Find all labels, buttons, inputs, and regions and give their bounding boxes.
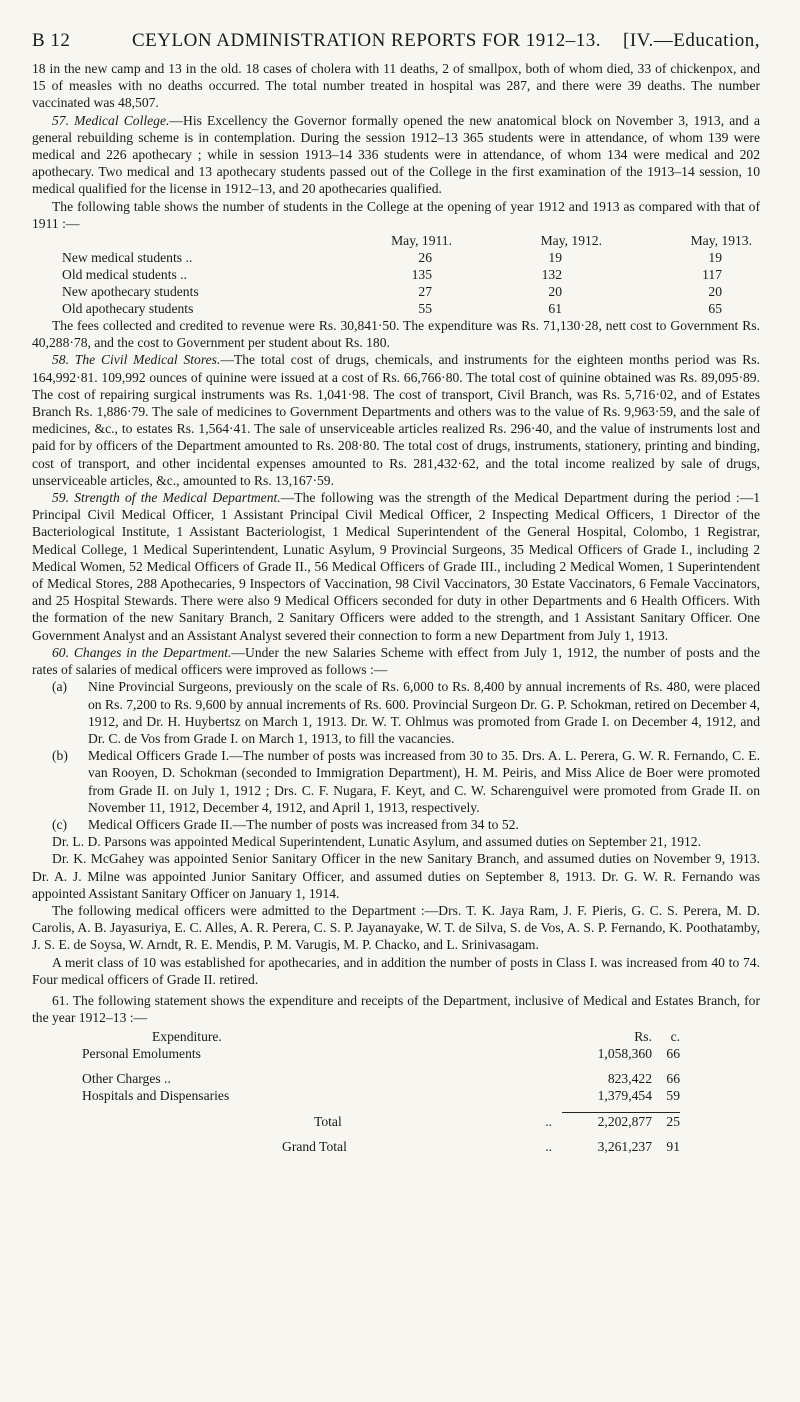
total-label: Total bbox=[314, 1113, 342, 1129]
amount-rs: 1,058,360 bbox=[597, 1046, 652, 1062]
subitem-text: Nine Provincial Surgeons, previously on the scale of Rs. 6,000 to Rs. 8,400 by annual increments of Rs. 480, were placed on Rs. 7,200 to Rs. 9,600 by annual increments of Rs. 600. Provincial Surgeon Dr. G. P. Schokman, retired on December 4, 1912, and Dr. H. Huybertsz on March 1, 1913. Dr. W. T. Ohlmus was promoted from Grade I. on December 4, 1912, and Dr. C. de Vos from Grade I. on March 1, 1913, to fill the vacancies. bbox=[88, 679, 760, 746]
amount-rs: 1,379,454 bbox=[597, 1088, 652, 1104]
mcgahey-paragraph: Dr. K. McGahey was appointed Senior Sanitary Officer in the new Sanitary Branch, and assumed duties on November 9, 1913. Dr. A. J. Milne was appointed Junior Sanitary Officer, and assumed duties on September 8, 1913. Dr. G. W. R. Fernando was appointed Assistant Sanitary Officer on January 1, 1914. bbox=[32, 851, 760, 901]
section-label: [IV.—Education, bbox=[623, 30, 760, 51]
merit-class-paragraph: A merit class of 10 was established for apothecaries, and in addition the number of posts in Class I. was increased from 40 to 74. Four medical officers of Grade II. retired. bbox=[32, 954, 760, 987]
grand-total-label: Grand Total bbox=[282, 1138, 347, 1154]
row-label: Personal Emoluments bbox=[82, 1046, 201, 1062]
amount-c: 59 bbox=[666, 1088, 680, 1104]
row-label: Other Charges .. bbox=[82, 1071, 171, 1087]
paragraph-60 bbox=[32, 644, 760, 678]
admitted-paragraph: The following medical officers were admitted to the Department :—Drs. T. K. Jaya Ram, J. F. Pieris, G. C. S. Perera, M. D. Carolis, A. B. Jayasuriya, E. C. Alles, A. R. Perera, C. S. P. Jayanayake, W. T. de Silva, S. de Vos, A. S. P. Fernando, K. Poothatamby, J. S. E. de Soysa, W. Arndt, R. E. Mendis, P. M. Varugis, M. P. Chacko, and L. Srinivasagam. bbox=[32, 902, 760, 953]
paragraph-59 bbox=[32, 489, 760, 644]
paragraph-60-heading: 60. Changes in the Department. bbox=[52, 644, 232, 660]
subitem-text: Medical Officers Grade II.—The number of posts was increased from 34 to 52. bbox=[88, 816, 519, 832]
paragraph-61: 61. The following statement shows the expenditure and receipts of the Department, inclusive of Medical and Estates Branch, for the year 1912–13 :— bbox=[32, 992, 760, 1026]
table-cell: 132 bbox=[541, 267, 562, 283]
column-header: May, 1913. bbox=[690, 233, 752, 249]
table-cell: 20 bbox=[708, 284, 722, 300]
table-cell: 27 bbox=[418, 284, 432, 300]
paragraph-56-continued: 18 in the new camp and 13 in the old. 18 cases of cholera with 11 deaths, 2 of smallpox, both of whom died, 33 of chickenpox, and 15 of measles with no deaths occurred. The total number treated in hospital was 287, and there were 39 deaths. The number vaccinated was 48,507. bbox=[32, 61, 760, 111]
amount-rs: 823,422 bbox=[607, 1071, 652, 1087]
table-header-row bbox=[62, 232, 752, 249]
table-cell: 117 bbox=[702, 267, 722, 283]
paragraph-58-text: —The total cost of drugs, chemicals, and instruments for the eighteen months period was Rs. 164,992·81. 109,992 ounces of quinine were issued at a cost of Rs. 66,766·80. The total cost of quinine obtained was Rs. 89,095·89. The cost of repairing surgical instruments was Rs. 1,041·98. The cost of transport, Civil Branch, was Rs. 5,716·02, and of Estates Branch Rs. 1,886·79. The sale of medicines to Government Departments and others was to the value of Rs. 9,963·59, and the sale of medicines, &c., to estates Rs. 1,564·41. The sale of unserviceable articles realized Rs. 296·40, and the value of instruments lost and paid for by officers of the Department amounted to Rs. 208·80. The total cost of drugs, instruments, stationery, printing and binding, cost of transport, and other incidental expenses amounted to Rs. 281,432·62, and the total income realized by sale of drugs, unserviceable articles, &c., amounted to Rs. 13,167·59. bbox=[32, 352, 760, 488]
row-label: Old medical students .. bbox=[62, 267, 187, 283]
subitem-a bbox=[32, 678, 760, 747]
paragraph-57 bbox=[32, 112, 760, 198]
subitem-label: (c) bbox=[52, 816, 68, 832]
amount-c: 66 bbox=[666, 1071, 680, 1087]
parsons-paragraph: Dr. L. D. Parsons was appointed Medical Superintendent, Lunatic Asylum, and assumed duties on September 21, 1912. bbox=[52, 834, 701, 850]
table-row bbox=[82, 1045, 680, 1062]
table-cell: 19 bbox=[548, 250, 562, 266]
students-table-intro: The following table shows the number of students in the College at the opening of year 1912 and 1913 as compared with that of 1911 :— bbox=[32, 198, 760, 231]
table-cell: 135 bbox=[411, 267, 432, 283]
page-number: B 12 bbox=[32, 30, 71, 51]
row-label: New apothecary students bbox=[62, 284, 199, 300]
table-cell: 65 bbox=[708, 301, 722, 317]
table-row bbox=[62, 249, 752, 266]
subitem-c bbox=[32, 816, 760, 833]
grand-total-c: 91 bbox=[666, 1138, 680, 1154]
amount-c: 66 bbox=[666, 1046, 680, 1062]
cents-header: c. bbox=[670, 1029, 680, 1045]
table-row bbox=[82, 1070, 680, 1087]
table-cell: 55 bbox=[418, 301, 432, 317]
subitem-label: (b) bbox=[52, 748, 68, 764]
column-header: May, 1911. bbox=[391, 233, 452, 249]
subitem-b bbox=[32, 747, 760, 816]
table-row bbox=[62, 283, 752, 300]
grand-total-row: Grand Total .. 3,261,237 91 bbox=[82, 1138, 680, 1155]
column-header: May, 1912. bbox=[540, 233, 602, 249]
paragraph-58 bbox=[32, 351, 760, 489]
table-row bbox=[62, 300, 752, 317]
table-cell: 61 bbox=[548, 301, 562, 317]
running-title: CEYLON ADMINISTRATION REPORTS FOR 1912–13. bbox=[132, 30, 602, 51]
paragraph-59-text: —The following was the strength of the Medical Department during the period :—1 Principal Civil Medical Officer, 1 Assistant Principal Civil Medical Officer, 2 Inspecting Medical Officers, 1 Director of the Bacteriological Institute, 1 Assistant Bacteriologist, 1 Medical Superintendent of the General Hospital, Colombo, 1 Registrar, Medical College, 1 Medical Superintendent, Lunatic Asylum, 9 Provincial Surgeons, 35 Medical Officers of Grade I., including 2 Medical Women, 52 Medical Officers of Grade II., 56 Medical Officers of Grade III., including 2 Medical Women, 1 Superintendent of Medical Stores, 288 Apothecaries, 9 Inspectors of Vaccination, 98 Civil Vaccinators, 30 Estate Vaccinators, 6 Female Vaccinators, and 25 Hospital Stewards. There were also 9 Medical Officers seconded for duty in other Departments and 6 Health Officers. With the formation of the new Sanitary Branch, 2 Sanitary Officers were added to the strength, and 1 Assistant Sanitary Officer. One Government Analyst and an Assistant Analyst severed their connection to form a new Department from July 1, 1913. bbox=[32, 490, 760, 643]
row-label: New medical students .. bbox=[62, 250, 193, 266]
paragraph-58-heading: 58. The Civil Medical Stores. bbox=[52, 352, 221, 368]
currency-header: Rs. bbox=[634, 1029, 652, 1045]
total-row: Total .. 2,202,877 25 bbox=[82, 1112, 680, 1130]
row-label: Old apothecary students bbox=[62, 301, 194, 317]
table-row bbox=[82, 1087, 680, 1104]
subitem-text: Medical Officers Grade I.—The number of posts was increased from 30 to 35. Drs. A. L. Perera, G. W. R. Fernando, C. E. van Rooyen, D. Schokman (seconded to Immigration Department), H. M. Peiris, and Miss Alice de Boer were promoted from Grade II. on July 1, 1912 ; Drs. C. F. Nugara, F. Keyt, and C. W. Scharenguivel were promoted from Grade II. on November 11, 1912, December 4, 1912, and April 1, 1913, respectively. bbox=[88, 748, 760, 815]
grand-total-rs: 3,261,237 bbox=[597, 1138, 652, 1154]
paragraph-57-text: —His Excellency the Governor formally opened the new anatomical block on November 3, 1913, and a general rebuilding scheme is in contemplation. During the session 1912–13 365 students were in attendance, of whom 139 were medical and 226 apothecary ; while in session 1913–14 336 students were in attendance, of whom 134 were medical and 202 apothecary. Two medical and 13 apothecary students passed out of the College in the first examination of the 1913–14 session, 10 medical qualified for the license in 1912–13, and 20 apothecaries qualified. bbox=[32, 112, 760, 197]
expenditure-table bbox=[82, 1028, 680, 1155]
total-rs: 2,202,877 bbox=[562, 1112, 652, 1130]
total-c: 25 bbox=[652, 1112, 680, 1130]
table-cell: 20 bbox=[548, 284, 562, 300]
subitem-label: (a) bbox=[52, 679, 68, 695]
row-label: Hospitals and Dispensaries bbox=[82, 1088, 230, 1104]
table-cell: 26 bbox=[418, 250, 432, 266]
table-header-row bbox=[82, 1028, 680, 1045]
paragraph-60-text: —Under the new Salaries Scheme with effect from July 1, 1912, the number of posts and the rates of salaries of medical officers were improved as follows :— bbox=[32, 644, 760, 678]
paragraph-59-heading: 59. Strength of the Medical Department. bbox=[52, 490, 281, 506]
table-row bbox=[62, 266, 752, 283]
page-header bbox=[32, 30, 760, 58]
paragraph-57-heading: 57. Medical College. bbox=[52, 112, 170, 128]
students-table bbox=[62, 232, 752, 317]
expenditure-heading: Expenditure. bbox=[152, 1029, 222, 1045]
fees-paragraph: The fees collected and credited to revenue were Rs. 30,841·50. The expenditure was Rs. 71,130·28, nett cost to Government Rs. 40,288·78, and the cost to Government per student about Rs. 180. bbox=[32, 318, 760, 351]
table-cell: 19 bbox=[708, 250, 722, 266]
